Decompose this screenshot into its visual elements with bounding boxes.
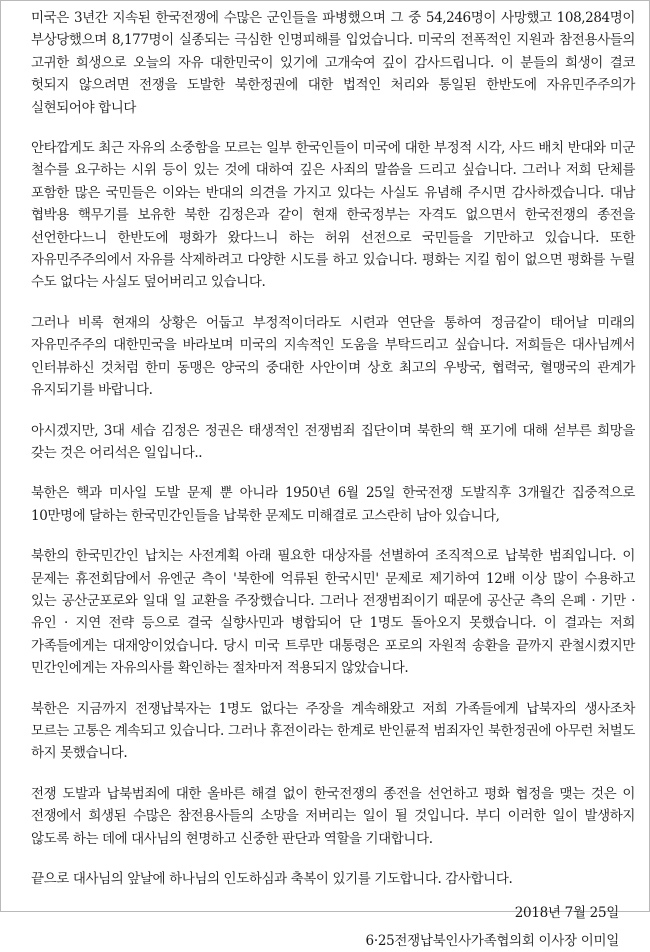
paragraph-9: 끝으로 대사님의 앞날에 하나님의 인도하심과 축복이 있기를 기도합니다. 감사합니다. bbox=[31, 871, 513, 887]
letter-signature: 6·25전쟁납북인사가족협의회 이사장 이미일 bbox=[365, 933, 619, 950]
paragraph-7: 북한은 지금까지 전쟁납북자는 1명도 없다는 주장을 계속해왔고 저희 가족들에게 납북자의 생사조차 모르는 고통은 계속되고 있습니다. 그러나 휴전이라는 한계로 반인륜적 범죄자인 북한정권에 아무런 처벌도 하지 못했습니다. bbox=[31, 700, 635, 762]
paragraph-1: 미국은 3년간 지속된 한국전쟁에 수많은 군인들을 파병했으며 그 중 54,246명이 사망했고 108,284명이 부상당했으며 8,177명이 실종되는 극심한 인명피해를 입었습니다. 미국의 전폭적인 지원과 참전용사들의 고귀한 희생으로 오늘의 자유 대한민국이 있기에 고개숙여 깊이 감사드립니다. 이 분들의 희생이 결코 헛되지 않으려면 전쟁을 도발한 북한정권에 대한 법적인 처리와 통일된 한반도에 자유민주주의가 실현되어야 합니다 bbox=[31, 10, 635, 116]
paragraph-3: 그러나 비록 현재의 상황은 어둡고 부정적이더라도 시련과 연단을 통하여 정금같이 태어날 미래의 자유민주주의 대한민국을 바라보며 미국의 지속적인 도움을 부탁드리고 싶습니다. 저희들은 대사님께서 인터뷰하신 것처럼 한미 동맹은 양국의 중대한 사안이며 상호 최고의 우방국, 협력국, 혈맹국의 관계가 유지되기를 바랍니다. bbox=[31, 314, 635, 399]
paragraph-4: 아시겠지만, 3대 세습 김정은 정권은 태생적인 전쟁범죄 집단이며 북한의 핵 포기에 대해 섣부른 희망을 갖는 것은 어리석은 일입니다.. bbox=[31, 422, 635, 461]
paragraph-2: 안타깝게도 최근 자유의 소중함을 모르는 일부 한국인들이 미국에 대한 부정적 시각, 사드 배치 반대와 미군 철수를 요구하는 시위 등이 있는 것에 대하여 깊은 사죄의 말씀을 드리고 싶습니다. 그러나 저희 단체를 포함한 많은 국민들은 이와는 반대의 의견을 가지고 있다는 사실도 유념해 주시면 감사하겠습니다. 대남 협박용 핵무기를 보유한 북한 김정은과 같이 현재 한국정부는 자격도 없으면서 한국전쟁의 종전을 선언한다느니 한반도에 평화가 왔다느니 하는 허위 선전으로 국민들을 기만하고 있습니다. 또한 자유민주주의에서 자유를 삭제하려고 다양한 시도를 하고 있습니다. 평화는 지킬 힘이 없으면 평화를 누릴 수도 없다는 사실도 덮어버리고 있습니다. bbox=[31, 140, 635, 291]
paragraph-8: 전쟁 도발과 납북범죄에 대한 올바른 해결 없이 한국전쟁의 종전을 선언하고 평화 협정을 맺는 것은 이 전쟁에서 희생된 수많은 참전용사들의 소망을 저버리는 일이 될 것입니다. 부디 이러한 일이 발생하지 않도록 하는 데에 대사님의 현명하고 신중한 판단과 역할을 기대합니다. bbox=[31, 785, 635, 847]
paragraph-5: 북한은 핵과 미사일 도발 문제 뿐 아니라 1950년 6월 25일 한국전쟁 도발직후 3개월간 집중적으로 10만명에 달하는 한국민간인들을 납북한 문제도 미해결로 고스란히 남아 있습니다, bbox=[31, 485, 635, 524]
paragraph-6: 북한의 한국민간인 납치는 사전계획 아래 필요한 대상자를 선별하여 조직적으로 납북한 범죄입니다. 이 문제는 휴전회담에서 유엔군 측이 '북한에 억류된 한국시민' 문제로 제기하여 12배 이상 많이 수용하고 있는 공산군포로와 일대 일 교환을 주장했습니다. 그러나 전쟁범죄이기 때문에 공산군 측의 은폐 · 기만 · 유인 · 지연 전략 등으로 결국 실향사민과 병합되어 단 1명도 돌아오지 못했습니다. 이 결과는 저희 가족들에게는 대재앙이었습니다. 당시 미국 트루만 대통령은 포로의 자원적 송환을 끝까지 관철시켰지만 민간인에게는 자유의사를 확인하는 절차마저 적용되지 않았습니다. bbox=[31, 548, 635, 677]
letter-date: 2018년 7월 25일 bbox=[514, 905, 619, 922]
